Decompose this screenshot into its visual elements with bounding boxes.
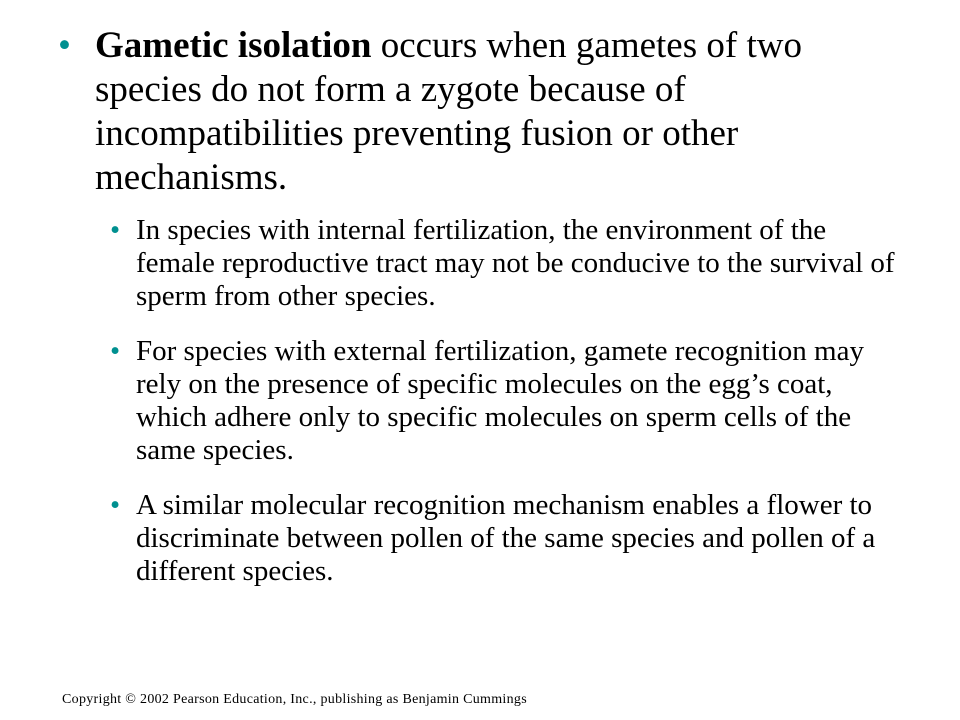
main-point-body: occurs when gametes of two species do not form a zygote because of incompatibilities preventing fusion or other mechanisms. bbox=[95, 25, 802, 198]
sub-bullet-list bbox=[110, 214, 910, 610]
sub-point-text: For species with external fertilization, gamete recognition may rely on the presence of specific molecules on the egg’s coat, which adhere only to specific molecules on sperm cells of the same species. bbox=[136, 335, 864, 466]
main-point-text bbox=[95, 24, 918, 200]
sub-point-text: A similar molecular recognition mechanism enables a flower to discriminate between pollen of the same species and pollen of a different species. bbox=[136, 489, 876, 587]
bullet-icon: • bbox=[110, 214, 121, 246]
main-bullet-point bbox=[58, 24, 918, 200]
sub-bullet-point bbox=[110, 214, 910, 313]
bullet-icon: • bbox=[110, 335, 121, 367]
sub-bullet-point bbox=[110, 489, 910, 588]
bullet-icon: • bbox=[58, 25, 71, 66]
copyright-notice: Copyright © 2002 Pearson Education, Inc., publishing as Benjamin Cummings bbox=[62, 692, 527, 707]
sub-point-text: In species with internal fertilization, the environment of the female reproductive tract may not be conducive to the survival of sperm from other species. bbox=[136, 214, 895, 312]
bullet-icon: • bbox=[110, 489, 121, 521]
sub-bullet-point bbox=[110, 335, 910, 467]
key-term: Gametic isolation bbox=[95, 25, 372, 66]
